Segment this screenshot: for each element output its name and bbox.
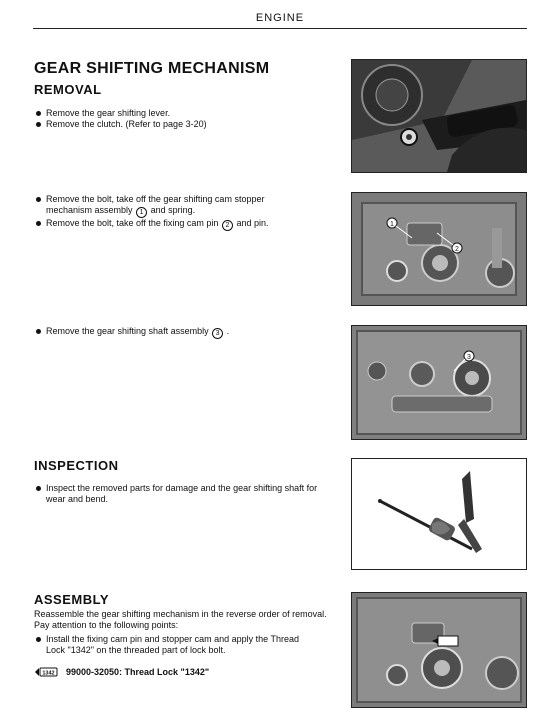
step-text: and pin. [236,217,269,228]
photo-thread-lock [351,592,527,708]
thread-lock-icon [34,666,58,678]
callout-2: 2 [455,246,459,253]
photo-shaft-assembly [351,325,527,440]
thread-lock-note [34,666,209,678]
removal-steps-2 [34,194,309,231]
step-text: Remove the gear shifting shaft assembly [46,326,209,336]
callout-marker: 1 [136,207,147,218]
list-item: Remove the clutch. (Refer to page 3-20) [34,119,334,130]
step-text: Remove the bolt, take off the fixing cam pin [46,217,219,228]
icon-label: 1342 [42,670,55,677]
photo-shift-lever [351,59,527,173]
inspection-steps [34,483,326,504]
callout-1: 1 [390,221,394,228]
note-text: 99000-32050: Thread Lock "1342" [66,667,210,677]
list-item: Install the fixing cam pin and stopper cam and apply the Thread Lock "1342" on the threaded part of lock bolt. [34,634,320,655]
list-item [34,194,309,218]
assembly-steps [34,634,320,655]
inspection-heading: INSPECTION [34,458,119,473]
header-rule [33,28,527,29]
step-text: Remove the bolt, take off the gear shifting cam stopper mechanism assembly [46,194,265,215]
photo-shift-shaft [351,458,527,570]
callout-3: 3 [467,354,471,361]
page-header: ENGINE [255,12,305,24]
list-item: Inspect the removed parts for damage and the gear shifting shaft for wear and bend. [34,483,326,504]
page-title: GEAR SHIFTING MECHANISM [34,60,270,77]
list-item: Remove the gear shifting lever. [34,108,334,119]
callout-marker: 2 [222,220,233,231]
callout-marker: 3 [212,328,223,339]
removal-steps-1 [34,108,334,129]
photo-cam-stopper [351,192,527,306]
list-item [34,326,334,339]
step-text: . [226,326,230,336]
removal-heading: REMOVAL [34,82,102,97]
removal-steps-3 [34,326,334,339]
step-text: and spring. [150,204,196,215]
list-item [34,218,309,231]
assembly-heading: ASSEMBLY [34,592,110,607]
assembly-intro: Reassemble the gear shifting mechanism in the reverse order of removal. Pay attention to the following points: [34,609,327,630]
